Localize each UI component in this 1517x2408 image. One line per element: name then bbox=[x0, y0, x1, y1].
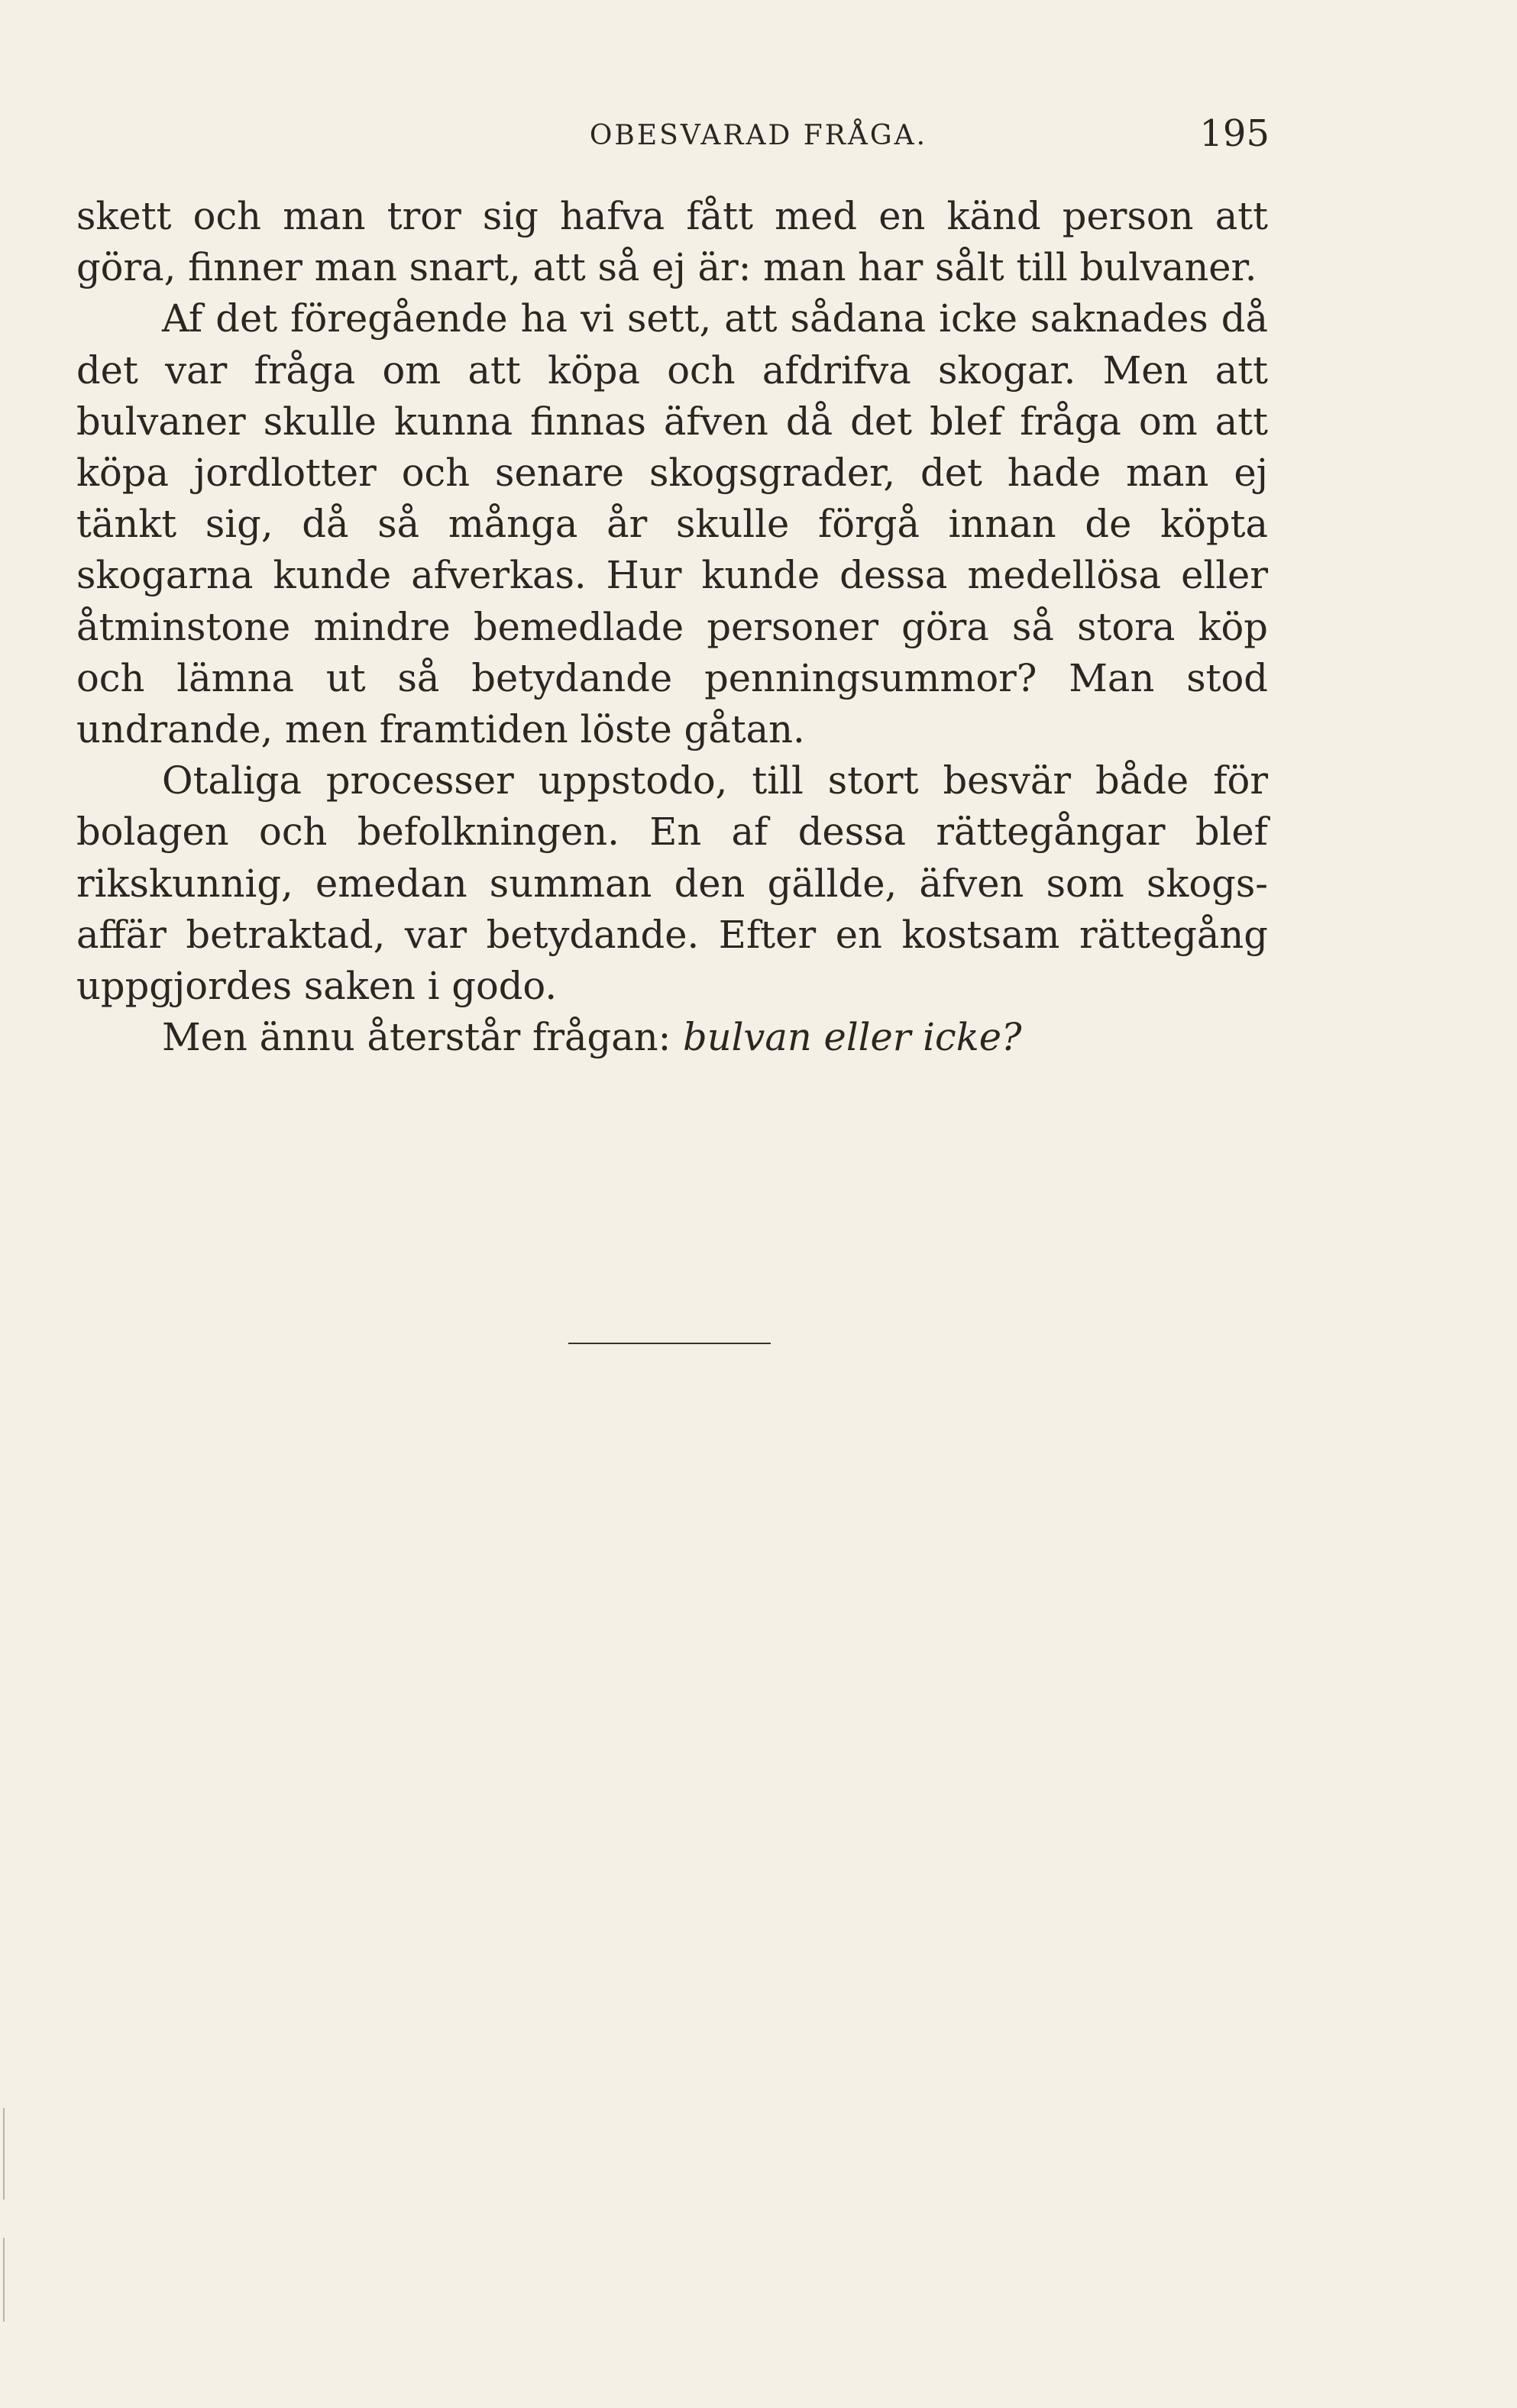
page-edge-mark bbox=[3, 2238, 5, 2322]
page-number: 195 bbox=[1199, 112, 1270, 155]
running-title: OBESVARAD FRÅGA. bbox=[589, 120, 928, 151]
closing-paragraph bbox=[76, 1012, 1268, 1063]
page-edge-mark bbox=[3, 2108, 5, 2200]
section-separator bbox=[568, 1343, 771, 1344]
body-text bbox=[76, 191, 1268, 1063]
paragraph: skett och man tror sig hafva fått med en känd person att göra, finner man snart, att så ej är: man har sålt till bulvaner. bbox=[76, 194, 1268, 290]
paragraph: Af det föregående ha vi sett, att sådana icke saknades då det var fråga om att köpa och afdrifva skogar. Men att bulvaner skulle kunna finnas äfven då det blef fråga om att köpa jordlotter och senare skogsgrader, det hade man ej tänkt sig, då så många år skulle förgå innan de köpta skogarna kunde afverkas. Hur kunde dessa medellösa eller åtminstone mindre bemedlade personer göra så stora köp och lämna ut så betydande penningsummor? Man stod undrande, men framtiden löste gåtan. bbox=[76, 296, 1268, 752]
closing-text: Men ännu återstår frågan: bbox=[162, 1015, 684, 1060]
closing-italic-text: bulvan eller icke? bbox=[683, 1015, 1022, 1060]
paragraph: Otaliga processer uppstodo, till stort besvär både för bolagen och befolkningen. En af dessa rättegångar blef rikskunnig, emedan summan den gällde, äfven som skogsaffär betraktad, var betydande. Efter en kostsam rättegång uppgjordes saken i godo. bbox=[76, 758, 1268, 1009]
